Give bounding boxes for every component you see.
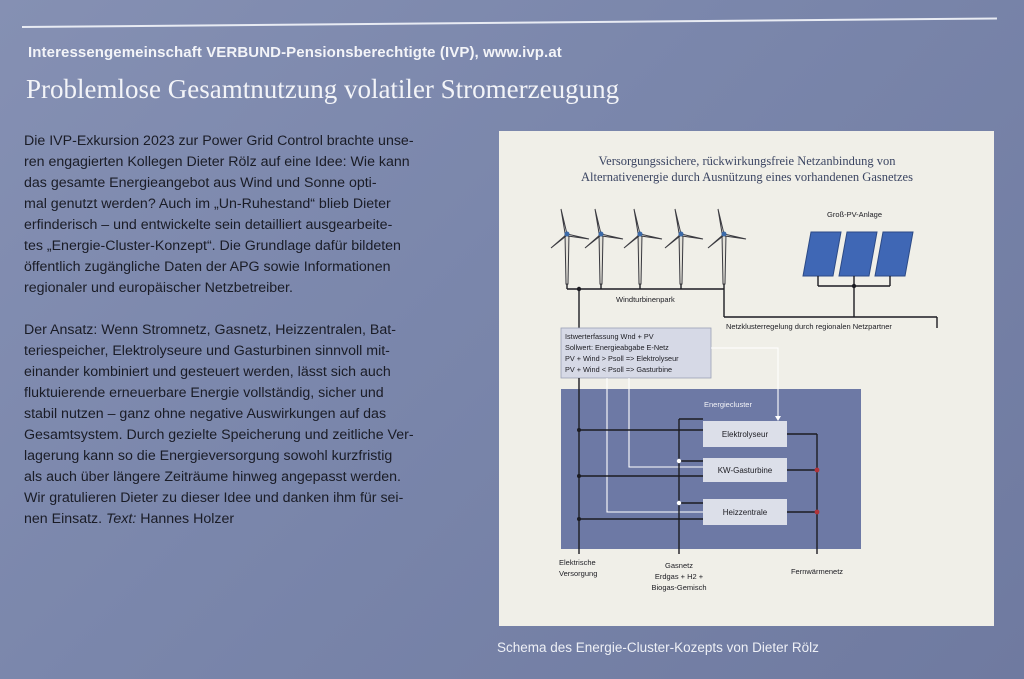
control-line: PV + Wind > Psoll => Elektrolyseur [565,354,679,363]
credit-label: Text: [106,511,137,527]
energy-cluster-diagram [499,131,994,626]
pv-label: Groß-PV-Anlage [827,210,883,219]
unit-label: Heizzentrale [722,508,768,517]
bottom-label: Versorgung [559,569,598,578]
text-line: regionaler und europäischer Netzbetreiber. [24,280,293,296]
top-rule [22,17,997,28]
gas-label: Erdgas + H2 + [654,572,704,581]
junction-dot [815,510,820,515]
junction-dot [577,517,581,521]
text-line: das gesamte Energieangebot aus Wind und Sonne opti- [24,175,377,191]
solar-panel-icon [875,232,913,276]
junction-dot [852,284,856,288]
fernwaerme-label: Fernwärmenetz [790,567,844,576]
text-line: einander kombiniert und gesteuert werden, lässt sich auch [24,364,391,380]
solar-panel-icon [803,232,841,276]
wind-turbine-icon [551,209,589,284]
article-body [24,131,476,530]
junction-dot [577,287,581,291]
text-line: mal genutzt werden? Auch im „Un-Ruhestand“ blieb Dieter [24,196,391,212]
diagram-svg [499,131,994,626]
wind-turbine-icon [665,209,703,284]
junction-dot [677,501,681,505]
gas-label: Biogas-Gemisch [651,583,707,592]
control-line: Istwerterfassung Wnd + PV [565,332,654,341]
text-line: Gesamtsystem. Durch gezielte Speicherung und zeitliche Ver- [24,427,414,443]
wind-turbine-icon [708,209,746,284]
text-line: als auch über längere Zeiträume hinweg angepasst werden. [24,469,401,485]
wind-park-label: Windturbinenpark [616,295,675,304]
control-line: PV + Wind < Psoll => Gasturbine [565,365,673,374]
organization-header: Interessengemeinschaft VERBUND-Pensionsberechtigte (IVP), www.ivp.at [28,44,562,61]
closing-text: nen Einsatz. [24,511,103,527]
unit-label: Elektrolyseur [721,430,769,439]
gas-label: Gasnetz [665,561,693,570]
text-line: teriespeicher, Elektrolyseure und Gasturbinen sinnvoll mit- [24,343,390,359]
text-line: ren engagierten Kollegen Dieter Rölz auf eine Idee: Wie kann [24,154,410,170]
pv-panel-group [803,232,913,276]
figure-caption: Schema des Energie-Cluster-Kozepts von Dieter Rölz [497,640,819,655]
wind-turbine-group [551,209,746,284]
author-name: Hannes Holzer [140,511,235,527]
junction-dot [815,468,820,473]
junction-dot [677,459,681,463]
text-line: öffentlich zugängliche Daten der APG sowie Informationen [24,259,391,275]
netzcluster-label: Netzklusterregelung durch regionalen Netzpartner [726,322,892,331]
paragraph-gap [24,299,476,320]
cluster-label: Energiecluster [704,400,752,409]
text-line [24,509,476,530]
junction-dot [577,428,581,432]
text-line: tes „Energie-Cluster-Konzept“. Die Grundlage dafür bildeten [24,238,401,254]
text-line: Wir gratulieren Dieter zu dieser Idee und danken ihm für sei- [24,490,404,506]
diagram-title-line-2: Alternativenergie durch Ausnützung eines vorhandenen Gasnetzes [581,170,913,184]
control-line: Sollwert: Energieabgabe E-Netz [565,343,669,352]
unit-label: KW-Gasturbine [717,466,773,475]
pv-bus-lines [818,276,890,317]
junction-dot [577,474,581,478]
text-line: erfinderisch – und entwickelte sein detailliert ausgearbeite- [24,217,393,233]
diagram-title-line-1: Versorgungssichere, rückwirkungsfreie Netzanbindung von [598,154,896,168]
solar-panel-icon [839,232,877,276]
article-title: Problemlose Gesamtnutzung volatiler Stromerzeugung [26,74,620,104]
paragraph-1 [24,131,476,299]
text-line: fluktuierende erneuerbare Energie vollständig, sicher und [24,385,384,401]
text-line: Der Ansatz: Wenn Stromnetz, Gasnetz, Heizzentralen, Bat- [24,322,396,338]
bottom-label: Elektrische [559,558,596,567]
wind-turbine-icon [585,209,623,284]
text-line: Die IVP-Exkursion 2023 zur Power Grid Control brachte unse- [24,133,414,149]
text-line: stabil nutzen – ganz ohne negative Auswirkungen auf das [24,406,387,422]
paragraph-2 [24,320,476,530]
text-line: lagerung kann so die Energieversorgung sowohl kurzfristig [24,448,393,464]
wind-turbine-icon [624,209,662,284]
